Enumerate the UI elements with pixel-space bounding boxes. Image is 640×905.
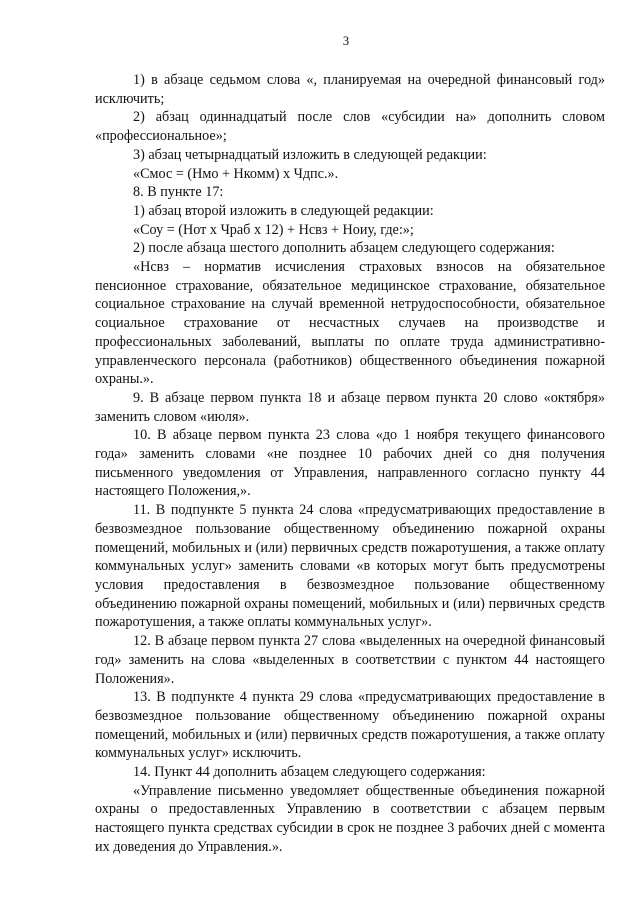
paragraph-16: «Управление письменно уведомляет общественные объединения пожарной охраны о предоставленных Управлению в соответствии с абзацем первым настоящего пункта средствах субсидии в срок не позднее 3 рабочих дней с момента их доведения до Управления.». <box>95 782 605 855</box>
paragraph-item-9: 9. В абзаце первом пункта 18 и абзаце первом пункта 20 слово «октября» заменить словом «июля». <box>95 389 605 425</box>
page-number: 3 <box>342 34 350 48</box>
paragraph-item-12: 12. В абзаце первом пункта 27 слова «выделенных на очередной финансовый год» заменить на слова «выделенных в соответствии с пунктом 44 настоящего Положения». <box>95 633 605 687</box>
paragraph-6: 1) абзац второй изложить в следующей редакции: <box>133 202 434 219</box>
paragraph-item-14: 14. Пункт 44 дополнить абзацем следующего содержания: <box>133 764 486 781</box>
formula-sou: «Соу = (Нот х Чраб х 12) + Нсвз + Ноиу, где:»; <box>133 221 414 238</box>
paragraph-8: 2) после абзаца шестого дополнить абзацем следующего содержания: <box>133 240 555 257</box>
formula-smos: «Смос = (Нмо + Нкомм) х Чдпс.». <box>133 165 339 182</box>
paragraph-2: 2) абзац одиннадцатый после слов «субсидии на» дополнить словом «профессиональное»; <box>95 109 605 145</box>
document-body <box>95 71 605 857</box>
paragraph-1: 1) в абзаце седьмом слова «, планируемая на очередной финансовый год» исключить; <box>95 72 605 107</box>
paragraph-item-11: 11. В подпункте 5 пункта 24 слова «предусматривающих предоставление в безвозмездное пользование общественному объединению пожарной охраны помещений, мобильных и (или) первичных средств пожаротушения, а также оплату коммунальных услуг» заменить словами «в которых могут быть предусмотрены условия предоставления в безвозмездное пользование общественному объединению пожарной охраны помещений, мобильных и (или) первичных средств пожаротушения, а также оплаты коммунальных услуг». <box>95 502 605 631</box>
definition-nsvz: «Нсвз – норматив исчисления страховых взносов на обязательное пенсионное страхование, обязательное медицинское страхование, обязательное социальное страхование на случай временной нетрудоспособности, обязательное социальное страхование от несчастных случаев на производстве и профессиональных заболеваний, выплаты по оплате труда административно-управленческого персонала (работников) общественного объединения пожарной охраны.». <box>95 259 605 388</box>
paragraph-item-13: 13. В подпункте 4 пункта 29 слова «предусматривающих предоставление в безвозмездное пользование общественному объединению пожарной охраны помещений, мобильных и (или) первичных средств пожаротушения, а также оплату коммунальных услуг» исключить. <box>95 689 605 762</box>
paragraph-item-8: 8. В пункте 17: <box>133 184 224 201</box>
paragraph-item-10: 10. В абзаце первом пункта 23 слова «до 1 ноября текущего финансового года» заменить словами «не позднее 10 рабочих дней со дня получения письменного уведомления от Управления, направленного согласно пункту 44 настоящего Положения,». <box>95 427 605 500</box>
paragraph-3: 3) абзац четырнадцатый изложить в следующей редакции: <box>133 146 487 163</box>
